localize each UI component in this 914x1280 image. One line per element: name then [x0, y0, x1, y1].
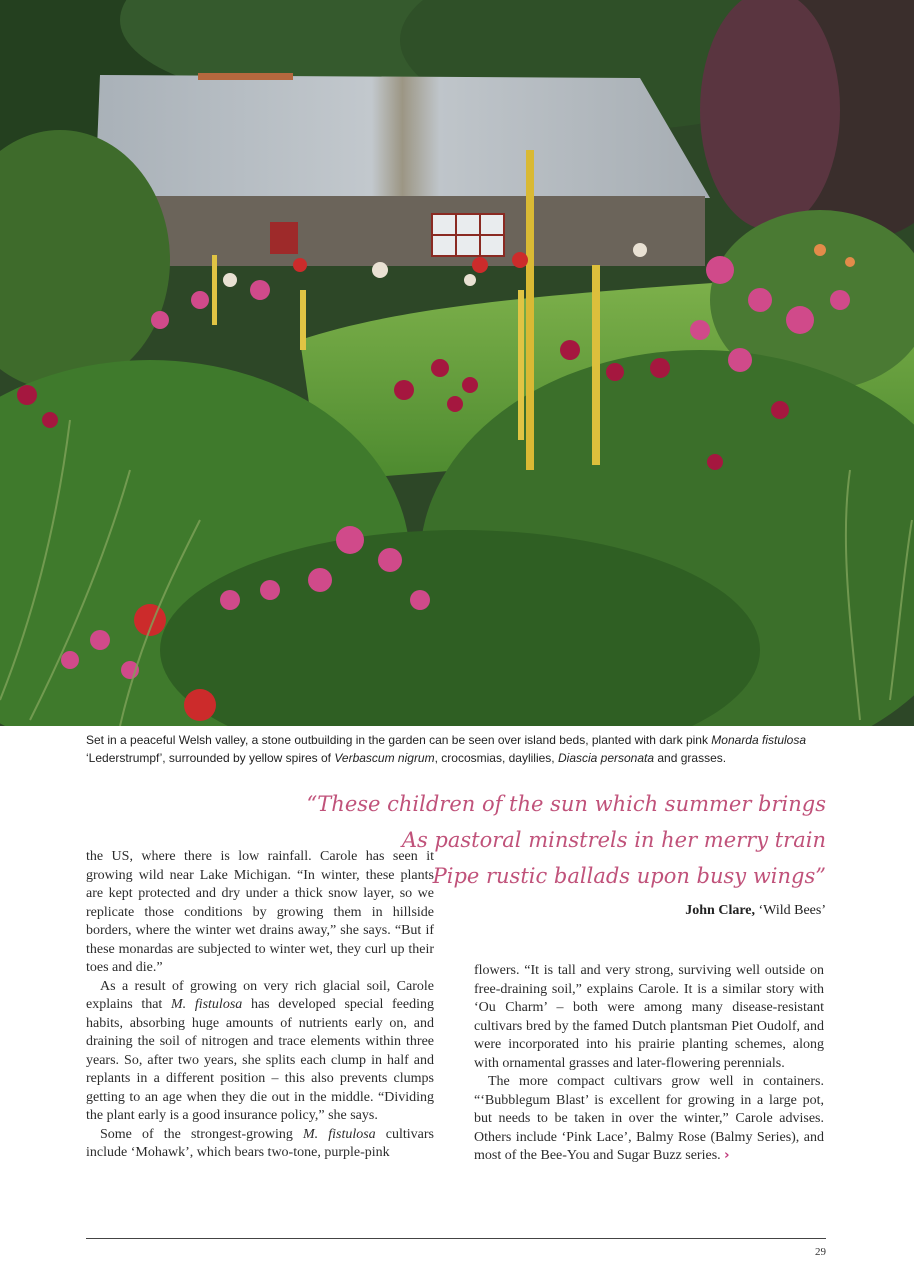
- caption-text: , crocosmias, daylilies,: [434, 751, 558, 765]
- page-number: 29: [815, 1246, 826, 1258]
- body-column-right: [474, 962, 824, 1166]
- caption-italic-text: Verbascum nigrum: [334, 751, 435, 765]
- caption-text: Set in a peaceful Welsh valley, a stone outbuilding in the garden can be seen over island beds, planted with dark pink: [86, 733, 712, 747]
- body-column-left: [86, 848, 434, 1163]
- body-text: has developed special feeding habits, absorbing huge amounts of nutrients early on, and draining the soil of nitrogen and trace elements within three years. So, after two years, she splits each clump in half and replants in a different position – this also prevents clumps getting to an age when they die out in the middle. “Dividing the plant early is a good insurance policy,” she says.: [86, 997, 434, 1123]
- body-paragraph: flowers. “It is tall and very strong, surviving well outside on free-draining soil,” explains Carole. It is a similar story with ‘Ou Charm’ – both were among many disease-resistant cultivars bred by the famed Dutch plantsman Piet Oudolf, and were incorporated into his prairie planting schemes, along with ornamental grasses and later-flowering perennials.: [474, 963, 824, 1071]
- photo-caption: [86, 731, 831, 767]
- body-paragraph: the US, where there is low rainfall. Carole has seen it growing wild near Lake Michigan. “In winter, these plants are kept protected and dry under a thick snow layer, so we replicate those conditions by growing them in hillside borders, where the winter wet drains away,” she says. “But if these monardas are subjected to winter wet, they curl up their toes and die.”: [86, 849, 434, 975]
- body-text: The more compact cultivars grow well in containers. “‘Bubblegum Blast’ is excellent for growing in a large pot, but needs to be taken in over the winter,” Carole advises. Others include ‘Pink Lace’, Balmy Rose (Balmy Series), and most of the Bee-You and Sugar Buzz series.: [474, 1074, 824, 1163]
- caption-italic-text: Diascia personata: [557, 751, 655, 765]
- attribution-author: John Clare,: [685, 903, 756, 918]
- body-paragraph: [86, 1126, 434, 1163]
- body-paragraph: [474, 1073, 824, 1166]
- body-paragraph: [86, 978, 434, 1126]
- footer-divider: [86, 1238, 826, 1239]
- caption-text: and grasses.: [654, 751, 727, 765]
- attribution-work: ‘Wild Bees’: [755, 903, 826, 918]
- body-text: As a result of growing on very rich glacial soil, Carole explains that: [86, 978, 434, 1012]
- quote-line: Pipe rustic ballads upon busy wings”: [432, 864, 826, 888]
- body-text: cultivars include ‘Mohawk’, which bears two-tone, purple-pink: [86, 1126, 434, 1160]
- caption-text: ‘Lederstrumpf’, surrounded by yellow spires of: [86, 751, 335, 765]
- chevron-right-icon: ›: [724, 1148, 730, 1163]
- body-italic-text: M. fistulosa: [170, 997, 243, 1012]
- quote-line: “These children of the sun which summer brings: [306, 792, 826, 816]
- body-text: Some of the strongest-growing: [100, 1126, 303, 1142]
- body-italic-text: M. fistulosa: [302, 1126, 376, 1142]
- quote-line: As pastoral minstrels in her merry train: [401, 828, 826, 852]
- quote-attribution: [685, 903, 826, 919]
- caption-italic-text: Monarda fistulosa: [711, 733, 807, 747]
